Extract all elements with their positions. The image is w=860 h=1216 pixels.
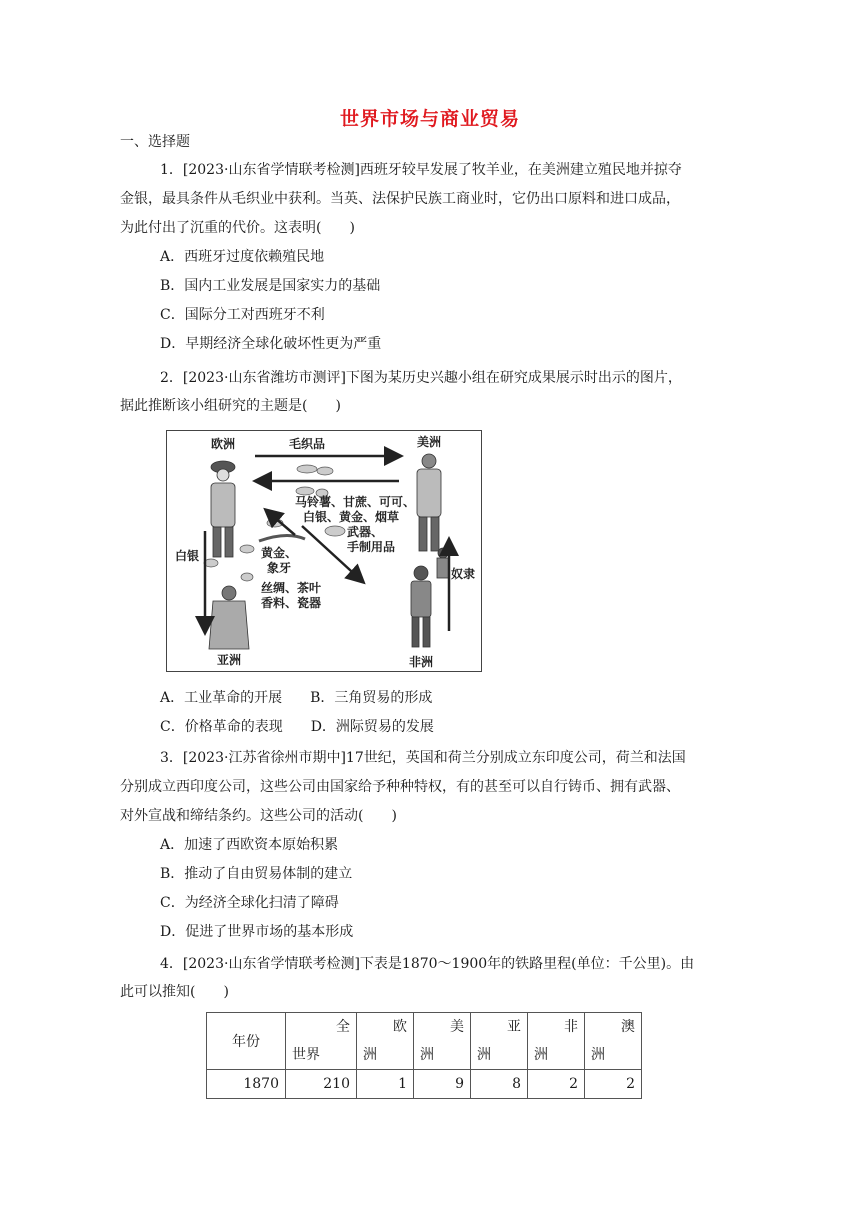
cell-africa: 2 <box>528 1070 585 1099</box>
page-title: 世界市场与商业贸易 <box>339 108 520 130</box>
header-europe-2: 洲 <box>363 1047 377 1063</box>
header-europe <box>357 1013 414 1070</box>
header-year: 年份 <box>207 1013 286 1070</box>
label-africa: 非洲 <box>409 655 434 669</box>
q3-option-c[interactable]: C．为经济全球化扫清了障碍 <box>160 895 339 911</box>
label-asia: 亚洲 <box>217 653 242 667</box>
header-asia-1: 亚 <box>507 1019 521 1035</box>
label-wool: 毛织品 <box>289 437 326 451</box>
header-asia <box>471 1013 528 1070</box>
header-africa-1: 非 <box>564 1019 578 1035</box>
header-world <box>286 1013 357 1070</box>
q1-stem-line-2: 金银，最具条件从毛织业中获利。当英、法保护民族工商业时，它仍出口原料和进口成品， <box>120 191 680 207</box>
section-heading: 一、选择题 <box>120 134 190 150</box>
america-figure <box>417 454 441 551</box>
q3-stem-line-3: 对外宣战和缔结条约。这些公司的活动( ) <box>120 808 397 824</box>
q4-stem-line-2: 此可以推知( ) <box>120 984 229 1000</box>
cell-asia: 8 <box>471 1070 528 1099</box>
cell-world: 210 <box>286 1070 357 1099</box>
q1-stem-line-1: 1．[2023·山东省学情联考检测]西班牙较早发展了牧羊业，在美洲建立殖民地并掠夺 <box>160 162 682 178</box>
railway-mileage-table <box>206 1012 642 1099</box>
label-silver: 白银 <box>175 549 200 563</box>
table-row <box>207 1070 642 1099</box>
q1-option-b[interactable]: B．国内工业发展是国家实力的基础 <box>160 278 381 294</box>
q1-option-d[interactable]: D．早期经济全球化破坏性更为严重 <box>160 336 382 352</box>
label-europe: 欧洲 <box>211 437 236 451</box>
europe-figure <box>211 461 235 557</box>
q3-stem-line-2: 分别成立西印度公司，这些公司由国家给予种种特权，有的甚至可以自行铸币、拥有武器、 <box>120 779 680 795</box>
header-asia-2: 洲 <box>477 1047 491 1063</box>
q3-option-d[interactable]: D．促进了世界市场的基本形成 <box>160 924 354 940</box>
q3-option-b[interactable]: B．推动了自由贸易体制的建立 <box>160 866 353 882</box>
label-gold-2: 象牙 <box>267 561 292 575</box>
q2-stem-line-1: 2．[2023·山东省潍坊市测评]下图为某历史兴趣小组在研究成果展示时出示的图片， <box>160 370 682 386</box>
cell-year: 1870 <box>207 1070 286 1099</box>
table-header-row <box>207 1013 642 1070</box>
label-goods-2: 白银、黄金、烟草 <box>303 510 400 524</box>
header-world-2: 世界 <box>292 1047 320 1063</box>
q1-option-c[interactable]: C．国际分工对西班牙不利 <box>160 307 325 323</box>
triangular-trade-figure <box>166 430 482 672</box>
label-america: 美洲 <box>417 435 442 449</box>
label-slaves: 奴隶 <box>451 567 476 581</box>
cell-oceania: 2 <box>585 1070 642 1099</box>
label-gold-1: 黄金、 <box>261 546 298 560</box>
label-silk-1: 丝绸、茶叶 <box>261 581 322 595</box>
q3-stem-line-1: 3．[2023·江苏省徐州市期中]17世纪，英国和荷兰分别成立东印度公司，荷兰和法国 <box>160 750 686 766</box>
header-africa-2: 洲 <box>534 1047 548 1063</box>
q1-option-a[interactable]: A．西班牙过度依赖殖民地 <box>160 249 325 265</box>
header-america-1: 美 <box>450 1019 464 1035</box>
q2-stem-line-2: 据此推断该小组研究的主题是( ) <box>120 398 341 414</box>
label-silk-2: 香料、瓷器 <box>261 596 322 610</box>
label-weapons-2: 手制用品 <box>347 540 396 554</box>
africa-figure <box>411 548 449 647</box>
header-oceania <box>585 1013 642 1070</box>
cell-america: 9 <box>414 1070 471 1099</box>
q2-options-ab[interactable]: A．工业革命的开展 B．三角贸易的形成 <box>160 690 433 706</box>
q1-stem-line-3: 为此付出了沉重的代价。这表明( ) <box>120 220 355 236</box>
asia-figure <box>209 586 249 649</box>
header-africa <box>528 1013 585 1070</box>
header-europe-1: 欧 <box>393 1019 407 1035</box>
label-weapons-1: 武器、 <box>347 525 384 539</box>
header-america-2: 洲 <box>420 1047 434 1063</box>
q3-option-a[interactable]: A．加速了西欧资本原始积累 <box>160 837 339 853</box>
q4-stem-line-1: 4．[2023·山东省学情联考检测]下表是1870～1900年的铁路里程(单位：千公里)。由 <box>160 956 695 972</box>
q2-options-cd[interactable]: C．价格革命的表现 D．洲际贸易的发展 <box>160 719 434 735</box>
header-world-1: 全 <box>336 1019 350 1035</box>
header-oceania-1: 澳 <box>621 1019 635 1035</box>
trade-arrows <box>167 431 481 671</box>
header-oceania-2: 洲 <box>591 1047 605 1063</box>
cell-europe: 1 <box>357 1070 414 1099</box>
label-goods-1: 马铃薯、甘蔗、可可、 <box>295 495 416 509</box>
header-america <box>414 1013 471 1070</box>
